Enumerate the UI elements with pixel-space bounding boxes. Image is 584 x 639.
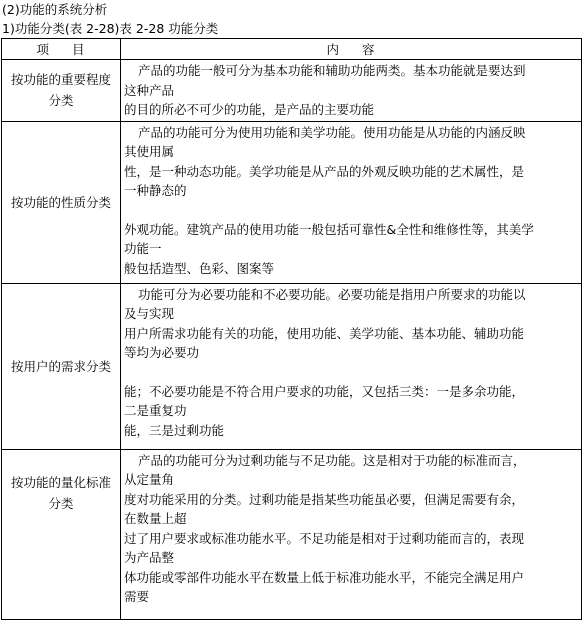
content-line: 般包括造型、色彩、图案等 — [124, 260, 275, 276]
content-line: 能，三是过剩功能 — [124, 422, 225, 438]
content-line: 过了用户要求或标准功能水平。不足功能是相对于过剩功能而言的，表现 — [124, 530, 525, 546]
table-row — [2, 60, 582, 122]
category-cell — [2, 449, 121, 619]
content-line: 等均为必要功 — [124, 345, 200, 360]
content-line: 这种产品 — [124, 82, 175, 98]
category-label: 按功能的性质分类 — [10, 194, 111, 210]
table-row — [2, 121, 582, 283]
content-line: 体功能或零部件功能水平在数量上低于标准功能水平，不能完全满足用户 — [124, 569, 525, 585]
content-line: 及与实现 — [124, 306, 175, 321]
table-row — [2, 283, 582, 449]
table-row — [2, 449, 582, 619]
category-label: 按功能的量化标准 — [10, 474, 111, 490]
content-line: 二是重复功 — [124, 403, 187, 418]
content-line: 功能可分为必要功能和不必要功能。必要功能是指用户所要求的功能以 — [138, 286, 526, 302]
content-cell — [121, 121, 582, 283]
content-cell — [121, 283, 582, 449]
category-label: 按功能的重要程度 — [10, 72, 111, 88]
content-line: 外观功能。建筑产品的使用功能一般包括可靠性&全性和维修性等，其美学 — [124, 221, 534, 237]
content-line: 能；不必要功能是不符合用户要求的功能，又包括三类：一是多余功能， — [124, 383, 525, 399]
content-line: 的目的所必不可少的功能，是产品的主要功能 — [124, 102, 375, 117]
content-cell — [121, 60, 582, 122]
content-line: 从定量角 — [124, 472, 175, 487]
category-cell — [2, 60, 121, 122]
table-caption: 1)功能分类(表 2-28)表 2-28 功能分类 — [2, 21, 219, 36]
function-classification-table — [1, 38, 582, 620]
content-line: 在数量上超 — [124, 511, 187, 526]
content-cell — [121, 449, 582, 619]
content-line: 功能一 — [124, 241, 162, 256]
content-line: 其使用属 — [124, 144, 175, 159]
content-line: 产品的功能一般可分为基本功能和辅助功能两类。基本功能就是要达到 — [138, 63, 526, 78]
content-line: 为产品整 — [124, 550, 175, 565]
content-line: 产品的功能可分为过剩功能与不足功能。这是相对于功能的标准而言， — [138, 452, 526, 468]
content-line: 产品的功能可分为使用功能和美学功能。使用功能是从功能的内涵反映 — [138, 124, 526, 140]
content-line: 一种静态的 — [124, 183, 187, 198]
category-label: 按用户的需求分类 — [10, 358, 111, 374]
header-item: 项 目 — [2, 39, 121, 60]
category-cell — [2, 283, 121, 449]
content-line: 度对功能采用的分类。过剩功能是指某些功能虽必要，但满足需要有余， — [124, 491, 525, 507]
content-line: 性，是一种动态功能。美学功能是从产品的外观反映功能的艺术属性，是 — [124, 163, 525, 179]
content-line: 用户所需求功能有关的功能，使用功能、美学功能、基本功能、辅助功能 — [124, 325, 525, 341]
category-label: 分类 — [48, 495, 74, 511]
category-label: 分类 — [48, 93, 74, 109]
section-heading: (2)功能的系统分析 — [2, 2, 108, 17]
header-content: 内 容 — [121, 39, 582, 60]
content-line: 需要 — [124, 589, 150, 604]
category-cell — [2, 121, 121, 283]
table-header-row — [2, 39, 582, 60]
